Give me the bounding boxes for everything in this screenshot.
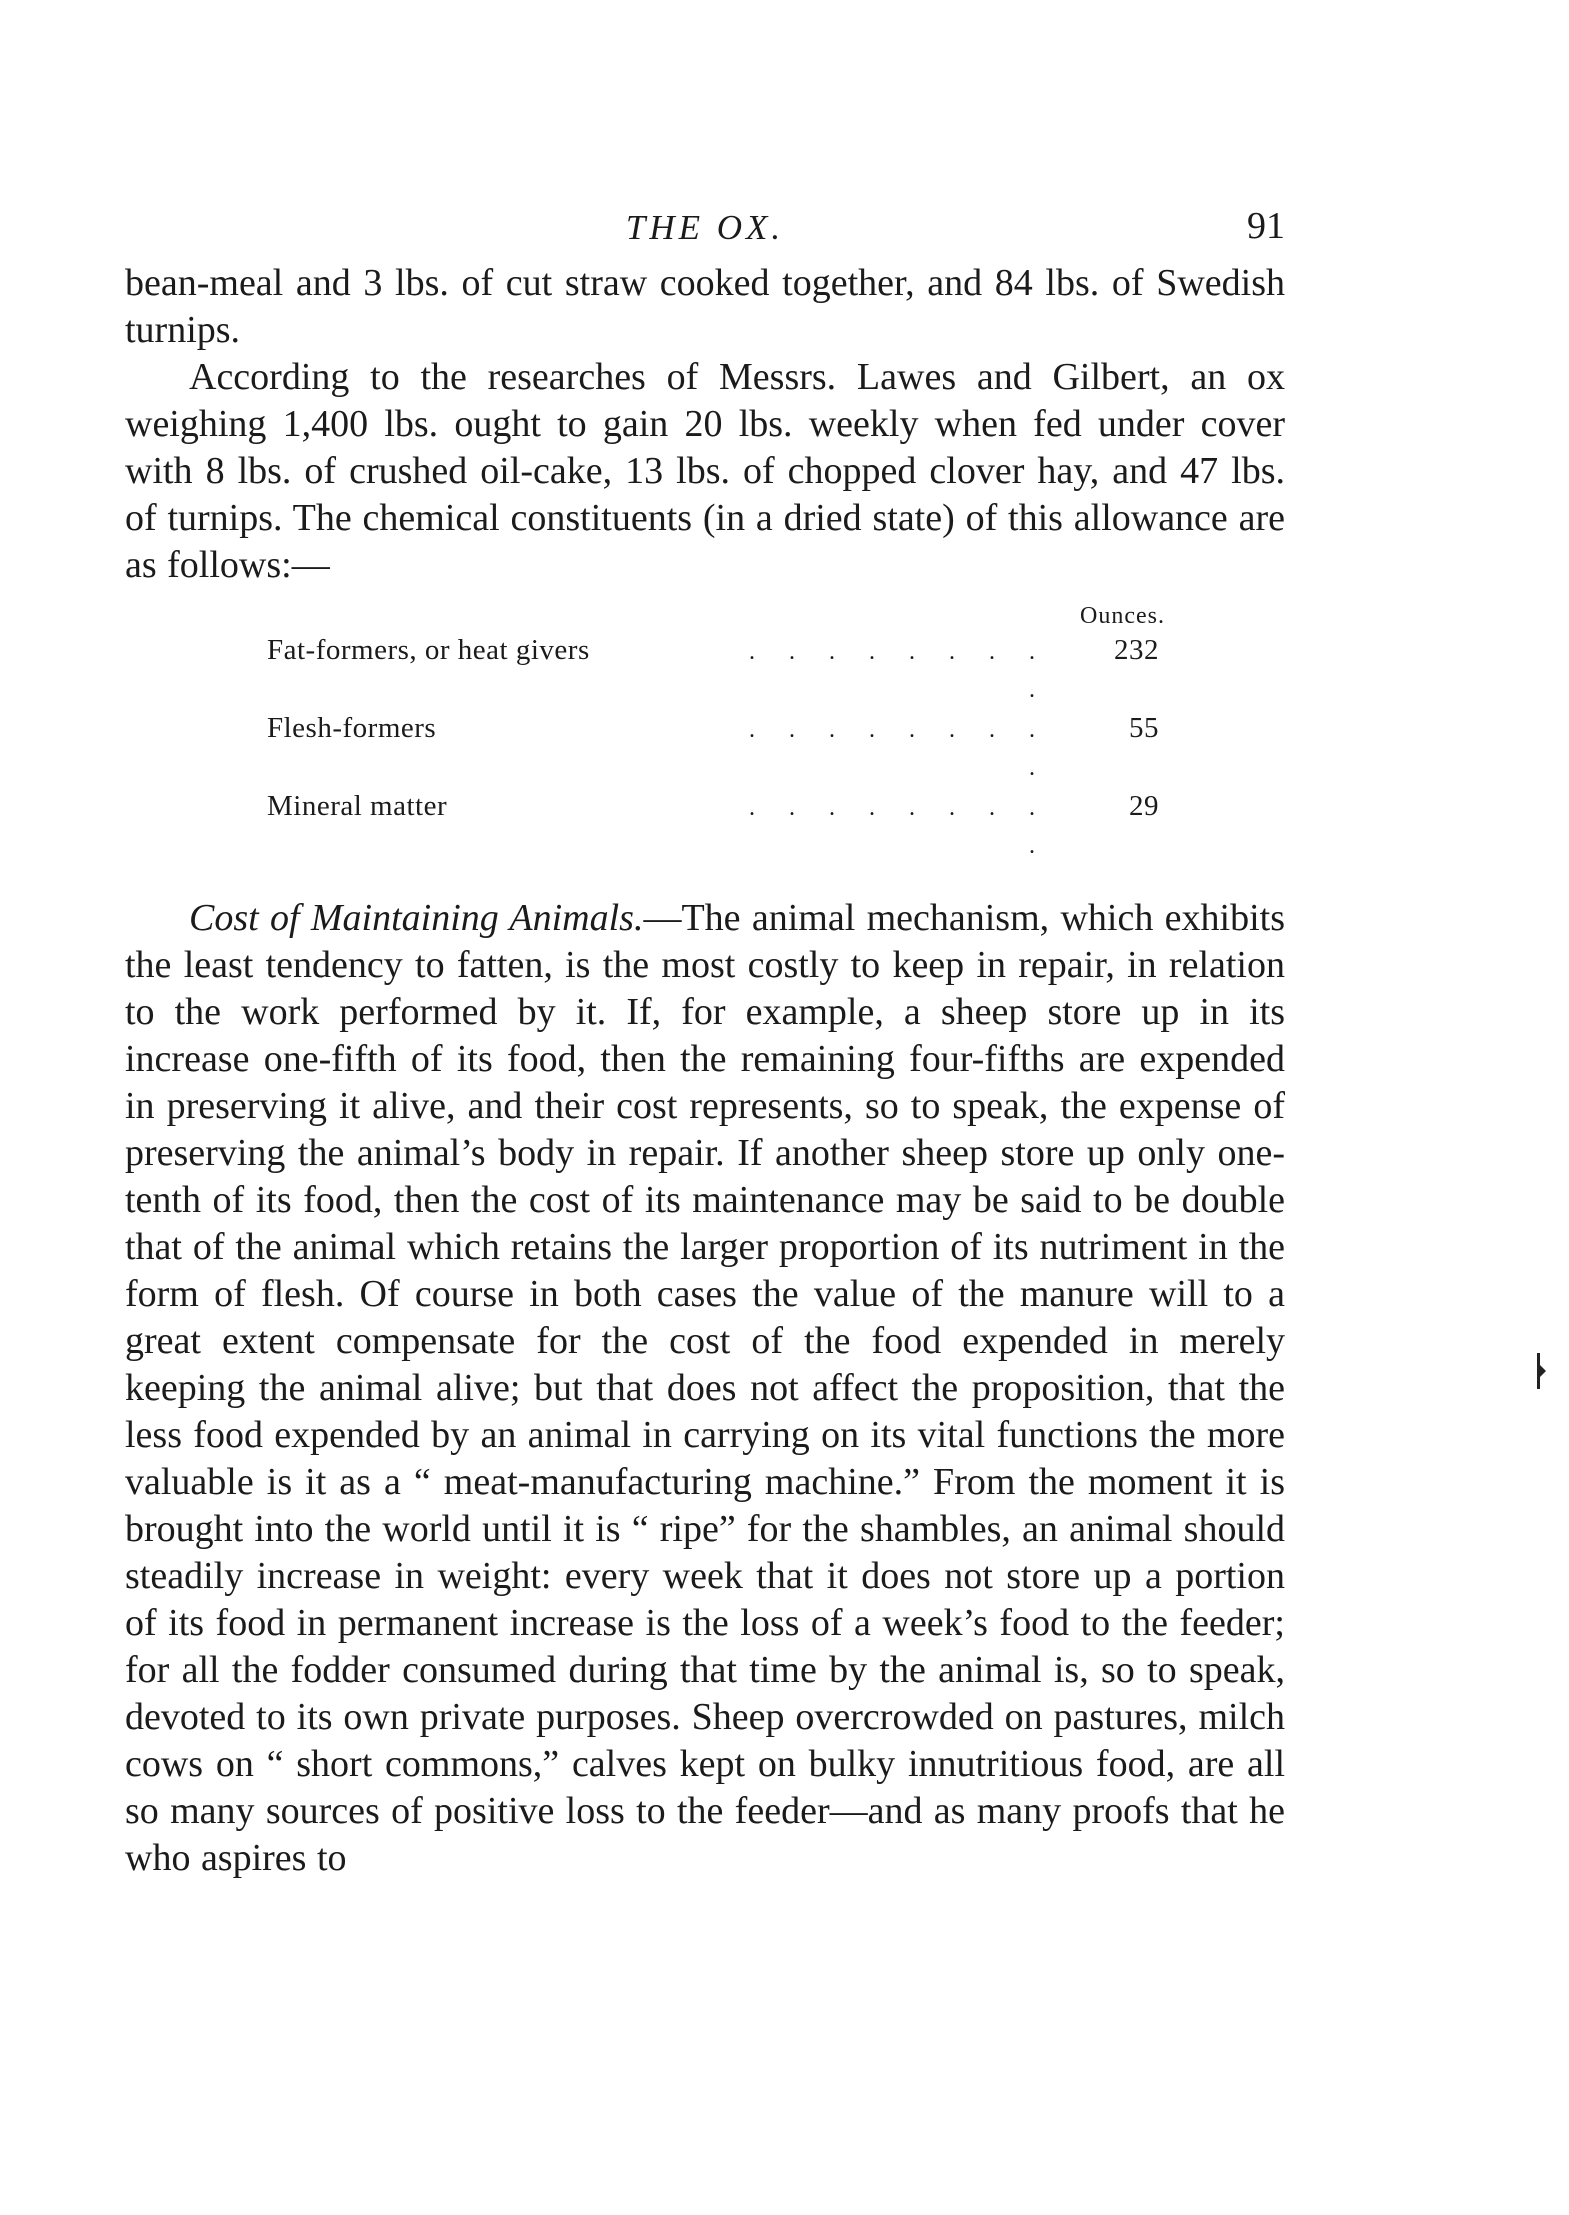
leader-dots: . . . . . . . . .	[749, 717, 1049, 781]
paragraph-lawes-gilbert: According to the researches of Messrs. Lawes and Gilbert, an ox weighing 1,400 lbs. ought to gain 20 lbs. weekly when fed under cover with 8 lbs. of crushed oil-cake, 13 lbs. of chopped clover hay, and 47 lbs. of turnips. The chemical constituents (in a dried state) of this allowance are as follows:—	[125, 356, 1285, 586]
row-value: 29	[1129, 790, 1159, 822]
section-dash: —	[643, 897, 682, 939]
table-row	[267, 787, 1165, 865]
leader-dots: . . . . . . . . .	[749, 795, 1049, 859]
table-row	[267, 709, 1165, 787]
constituents-table	[267, 601, 1165, 865]
margin-mark-icon	[1535, 1353, 1547, 1389]
section-title: Cost of Maintaining Animals.	[189, 897, 644, 939]
section-body: The animal mechanism, which exhibits the least tendency to fatten, is the most costly to keep in repair, in relation to the work performed by it. If, for example, a sheep store up in its increase one-fifth of its food, then the remaining four-fifths are expended in preserving it alive, and their cost represents, so to speak, the expense of preserving the animal’s body in repair. If another sheep store up only one-tenth of its food, then the cost of its maintenance may be said to be double that of the animal which retains the larger proportion of its nutriment in the form of flesh. Of course in both cases the value of the manure will to a great extent compensate for the cost of the food expended in merely keeping the animal alive; but that does not affect the proposition, that the less food expended by an animal in carrying on its vital functions the more valuable is it as a “ meat-manufacturing machine.” From the moment it is brought into the world until it is “ ripe” for the shambles, an animal should steadily increase in weight: every week that it does not store up a portion of its food in permanent increase is the loss of a week’s food to the feeder; for all the fodder consumed during that time by the animal is, so to speak, devoted to its own private purposes. Sheep overcrowded on pastures, milch cows on “ short commons,” calves kept on bulky innutritious food, are all so many sources of positive loss to the feeder—and as many proofs that he who aspires to	[125, 897, 1285, 1879]
row-value: 232	[1114, 634, 1159, 666]
page-number: 91	[1247, 205, 1285, 247]
row-label: Flesh-formers	[267, 712, 437, 744]
row-label: Fat-formers, or heat givers	[267, 634, 590, 666]
leader-dots: . . . . . . . . .	[749, 639, 1049, 703]
row-value: 55	[1129, 712, 1159, 744]
book-page	[125, 200, 1285, 1882]
row-label: Mineral matter	[267, 790, 448, 822]
paragraph-continuation: bean-meal and 3 lbs. of cut straw cooked together, and 84 lbs. of Swedish turnips.	[125, 262, 1285, 351]
running-head	[125, 200, 1285, 260]
running-title: THE OX.	[625, 208, 785, 247]
table-row	[267, 631, 1165, 709]
table-unit-header: Ounces.	[1080, 603, 1165, 629]
paragraph-cost-of-maintaining	[125, 895, 1285, 1882]
